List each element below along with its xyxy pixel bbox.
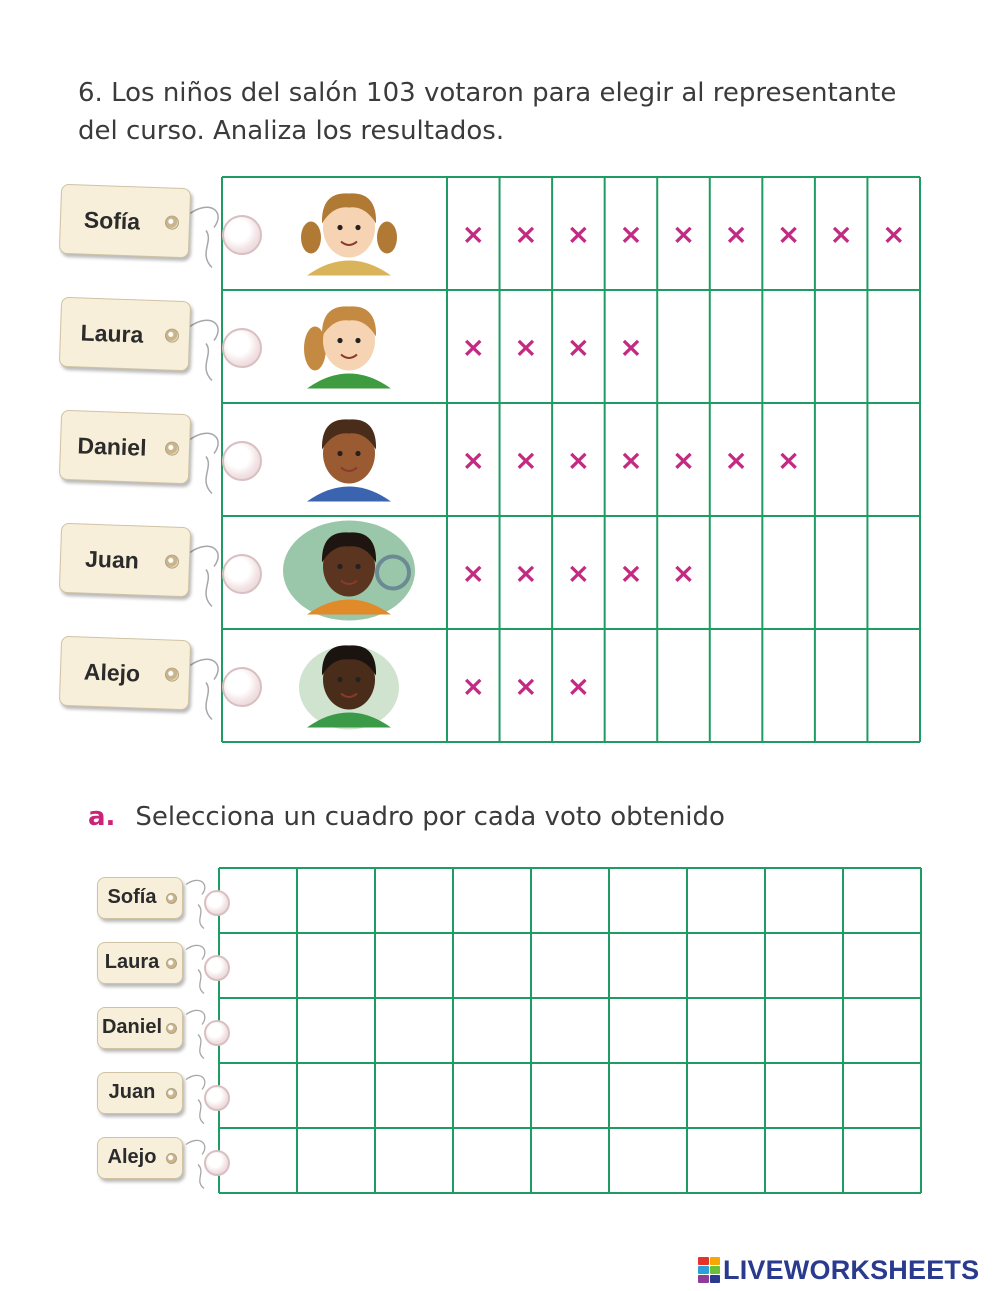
answer-cell[interactable] <box>532 934 608 997</box>
answer-cell[interactable] <box>454 1064 530 1127</box>
answer-name-tag <box>97 1137 183 1179</box>
answer-cell[interactable] <box>376 934 452 997</box>
vote-mark: × <box>461 330 486 364</box>
name-tag-label: Sofía <box>83 205 141 234</box>
answer-cell[interactable] <box>220 934 296 997</box>
name-tag <box>59 522 191 596</box>
tag-eyelet-icon <box>165 215 179 229</box>
answer-name-tag-label: Daniel <box>101 1016 163 1038</box>
answer-cell[interactable] <box>766 1064 842 1127</box>
answer-cell[interactable] <box>376 1129 452 1192</box>
name-tag-label: Laura <box>80 318 144 347</box>
answer-cell[interactable] <box>532 999 608 1062</box>
vote-mark: × <box>566 217 591 251</box>
answer-cell[interactable] <box>688 999 764 1062</box>
vote-mark: × <box>671 556 696 590</box>
name-tag-label: Alejo <box>83 657 141 686</box>
answer-name-tag <box>97 1072 183 1114</box>
candidate-photo <box>307 419 391 501</box>
answer-cell[interactable] <box>532 1064 608 1127</box>
name-tag-label: Juan <box>84 544 140 573</box>
answer-cell[interactable] <box>610 999 686 1062</box>
vote-mark: × <box>566 669 591 703</box>
answer-cell[interactable] <box>298 1129 374 1192</box>
answer-cell[interactable] <box>376 999 452 1062</box>
answer-cell[interactable] <box>844 1129 920 1192</box>
answer-cell[interactable] <box>298 934 374 997</box>
shirt <box>307 487 391 502</box>
candidate-photo <box>283 521 415 621</box>
answer-name-tag-label: Laura <box>104 951 160 973</box>
vote-mark: × <box>514 330 538 364</box>
vote-mark: × <box>566 443 591 477</box>
tag-eyelet-icon <box>166 893 177 904</box>
tag-eyelet-icon <box>166 1153 177 1164</box>
vote-mark: × <box>671 443 696 477</box>
vote-mark: × <box>724 217 748 251</box>
answer-cell[interactable] <box>220 1129 296 1192</box>
tag-string <box>190 320 218 380</box>
tag-eyelet-icon <box>166 1023 177 1034</box>
answer-cell[interactable] <box>376 869 452 932</box>
answer-cell[interactable] <box>844 999 920 1062</box>
name-tag <box>59 635 191 709</box>
vote-mark: × <box>461 443 486 477</box>
tag-eyelet-icon <box>166 958 177 969</box>
answer-cell[interactable] <box>766 999 842 1062</box>
candidate-photo <box>304 306 391 388</box>
tag-eyelet-icon <box>165 441 179 455</box>
tag-string <box>190 659 218 719</box>
answer-name-tag <box>97 942 183 984</box>
answer-cell[interactable] <box>532 1129 608 1192</box>
vote-mark: × <box>461 217 486 251</box>
tag-ring-icon <box>222 554 262 594</box>
answer-cell[interactable] <box>844 1064 920 1127</box>
tag-eyelet-icon <box>165 328 179 342</box>
answer-cell[interactable] <box>454 999 530 1062</box>
answer-cell[interactable] <box>376 1064 452 1127</box>
vote-mark: × <box>619 556 643 590</box>
vote-mark: × <box>461 669 486 703</box>
shirt <box>307 261 391 276</box>
tag-ring-icon <box>222 441 262 481</box>
vote-mark: × <box>776 217 801 251</box>
sub-question-letter: a. <box>88 802 116 832</box>
answer-cell[interactable] <box>454 934 530 997</box>
answer-cell[interactable] <box>610 1064 686 1127</box>
liveworksheets-logo <box>698 1255 979 1285</box>
answer-cell[interactable] <box>688 1129 764 1192</box>
vote-mark: × <box>619 443 643 477</box>
tag-eyelet-icon <box>165 554 179 568</box>
answer-cell[interactable] <box>610 1129 686 1192</box>
name-tag <box>59 409 191 483</box>
vote-mark: × <box>566 330 591 364</box>
tag-string <box>190 546 218 606</box>
answer-name-tag <box>97 1007 183 1049</box>
vote-mark: × <box>514 217 538 251</box>
candidate-photo <box>301 193 397 275</box>
answer-cell[interactable] <box>298 999 374 1062</box>
answer-cell[interactable] <box>766 869 842 932</box>
answer-cell[interactable] <box>610 934 686 997</box>
answer-cell[interactable] <box>688 934 764 997</box>
answer-cell[interactable] <box>688 1064 764 1127</box>
tag-eyelet-icon <box>166 1088 177 1099</box>
answer-cell[interactable] <box>220 999 296 1062</box>
tag-ring-icon <box>222 328 262 368</box>
vote-mark: × <box>514 443 538 477</box>
sub-question-text: Selecciona un cuadro por cada voto obtenido <box>135 802 725 832</box>
vote-mark: × <box>724 443 748 477</box>
vote-mark: × <box>619 330 643 364</box>
answer-cell[interactable] <box>688 869 764 932</box>
vote-mark: × <box>461 556 486 590</box>
shirt <box>307 374 391 389</box>
vote-mark: × <box>514 669 538 703</box>
name-tag <box>59 296 191 370</box>
answer-cell[interactable] <box>298 869 374 932</box>
question-text: 6. Los niños del salón 103 votaron para elegir al representante del curso. Analiza los resultados. <box>78 78 897 146</box>
answer-cell[interactable] <box>844 934 920 997</box>
answer-name-tag-label: Sofía <box>107 886 157 908</box>
vote-mark: × <box>776 443 801 477</box>
answer-cell[interactable] <box>454 1129 530 1192</box>
name-tag-label: Daniel <box>77 431 147 460</box>
tag-ring-icon <box>222 215 262 255</box>
tag-ring-icon <box>222 667 262 707</box>
tag-string <box>190 207 218 267</box>
vote-mark: × <box>881 217 906 251</box>
vote-mark: × <box>514 556 538 590</box>
answer-cell[interactable] <box>610 869 686 932</box>
vote-mark: × <box>671 217 696 251</box>
vote-mark: × <box>566 556 591 590</box>
answer-name-tag <box>97 877 183 919</box>
answer-cell[interactable] <box>298 1064 374 1127</box>
answer-cell[interactable] <box>454 869 530 932</box>
answer-name-tag-label: Juan <box>108 1081 156 1103</box>
sub-question <box>88 802 725 832</box>
tag-eyelet-icon <box>165 667 179 681</box>
vote-mark: × <box>619 217 643 251</box>
answer-cell[interactable] <box>532 869 608 932</box>
answer-cell[interactable] <box>766 1129 842 1192</box>
tag-string <box>190 433 218 493</box>
vote-mark: × <box>829 217 853 251</box>
answer-cell[interactable] <box>220 869 296 932</box>
answer-name-tag-label: Alejo <box>107 1146 157 1168</box>
liveworksheets-logo-icon <box>698 1257 720 1283</box>
name-tag <box>59 183 191 257</box>
answer-cell[interactable] <box>220 1064 296 1127</box>
liveworksheets-logo-text: LIVEWORKSHEETS <box>723 1254 980 1285</box>
answer-cell[interactable] <box>766 934 842 997</box>
candidate-photo <box>299 645 399 729</box>
answer-cell[interactable] <box>844 869 920 932</box>
